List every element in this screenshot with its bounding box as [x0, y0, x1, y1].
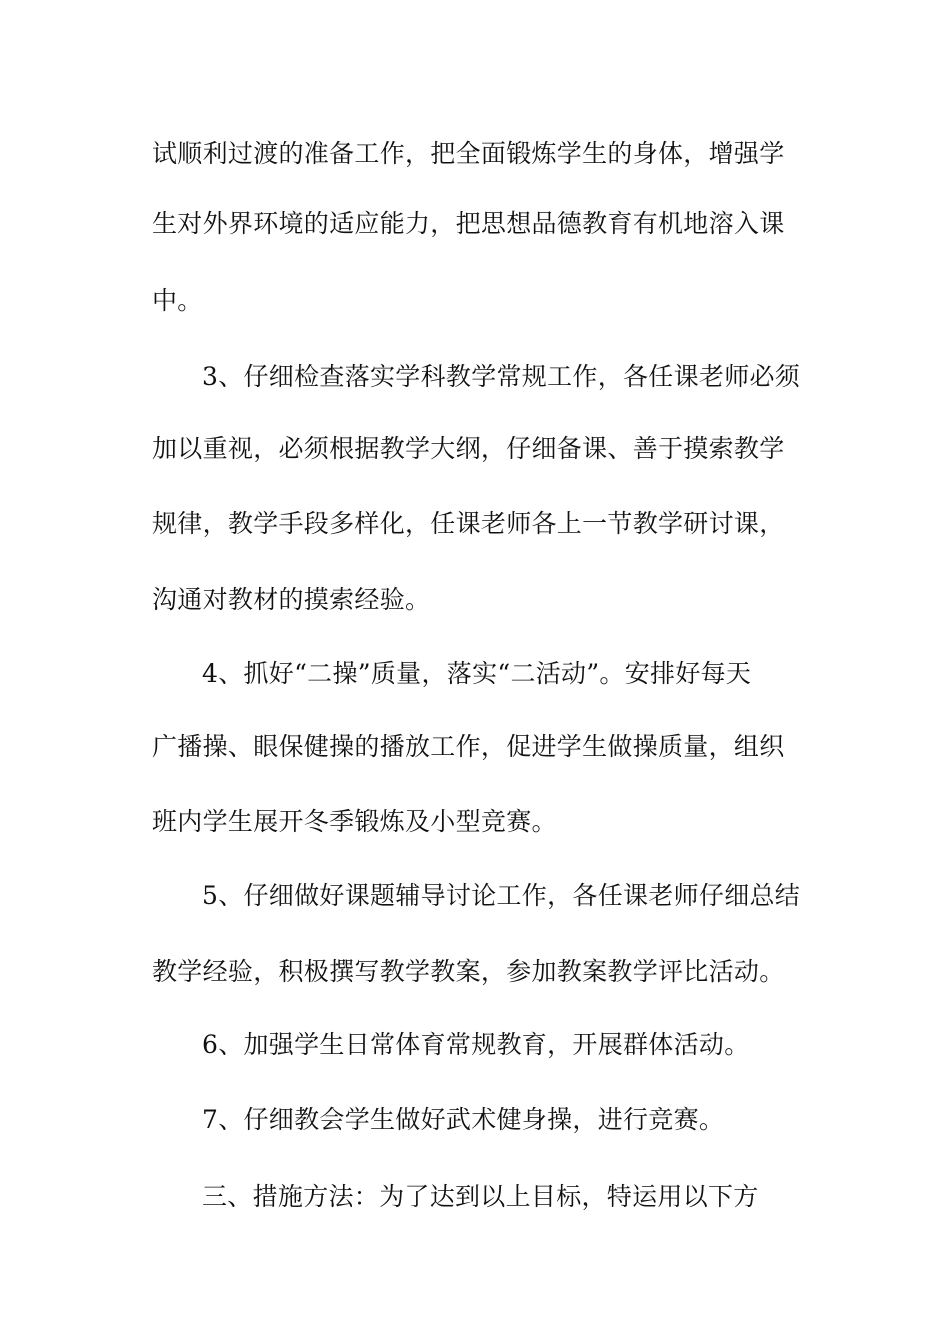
paragraph-5-line-1: 5、仔细做好课题辅导讨论工作，各任课老师仔细总结: [202, 881, 801, 910]
paragraph-4-line-3: 班内学生展开冬季锻炼及小型竞赛。: [152, 807, 557, 836]
paragraph-4-line-1: 4、抓好“二操”质量，落实“二活动”。安排好每天: [202, 659, 752, 688]
text-line-3: 中。: [152, 286, 203, 315]
section-3-heading: 三、措施方法：为了达到以上目标，特运用以下方: [202, 1182, 759, 1211]
paragraph-3-line-3: 规律，教学手段多样化，任课老师各上一节教学研讨课，: [152, 509, 785, 538]
paragraph-3-line-1: 3、仔细检查落实学科教学常规工作，各任课老师必须: [202, 362, 801, 391]
paragraph-6: 6、加强学生日常体育常规教育，开展群体活动。: [202, 1030, 750, 1059]
paragraph-4-line-2: 广播操、眼保健操的播放工作，促进学生做操质量，组织: [152, 732, 785, 761]
paragraph-5-line-2: 教学经验，积极撰写教学教案，参加教案教学评比活动。: [152, 957, 785, 986]
text-line-1: 试顺利过渡的准备工作，把全面锻炼学生的身体，增强学: [152, 139, 785, 168]
paragraph-7: 7、仔细教会学生做好武术健身操，进行竞赛。: [202, 1105, 725, 1134]
paragraph-3-line-2: 加以重视，必须根据教学大纲，仔细备课、善于摸索教学: [152, 434, 785, 463]
text-line-2: 生对外界环境的适应能力，把思想品德教育有机地溶入课: [152, 209, 785, 238]
paragraph-3-line-4: 沟通对教材的摸索经验。: [152, 585, 431, 614]
